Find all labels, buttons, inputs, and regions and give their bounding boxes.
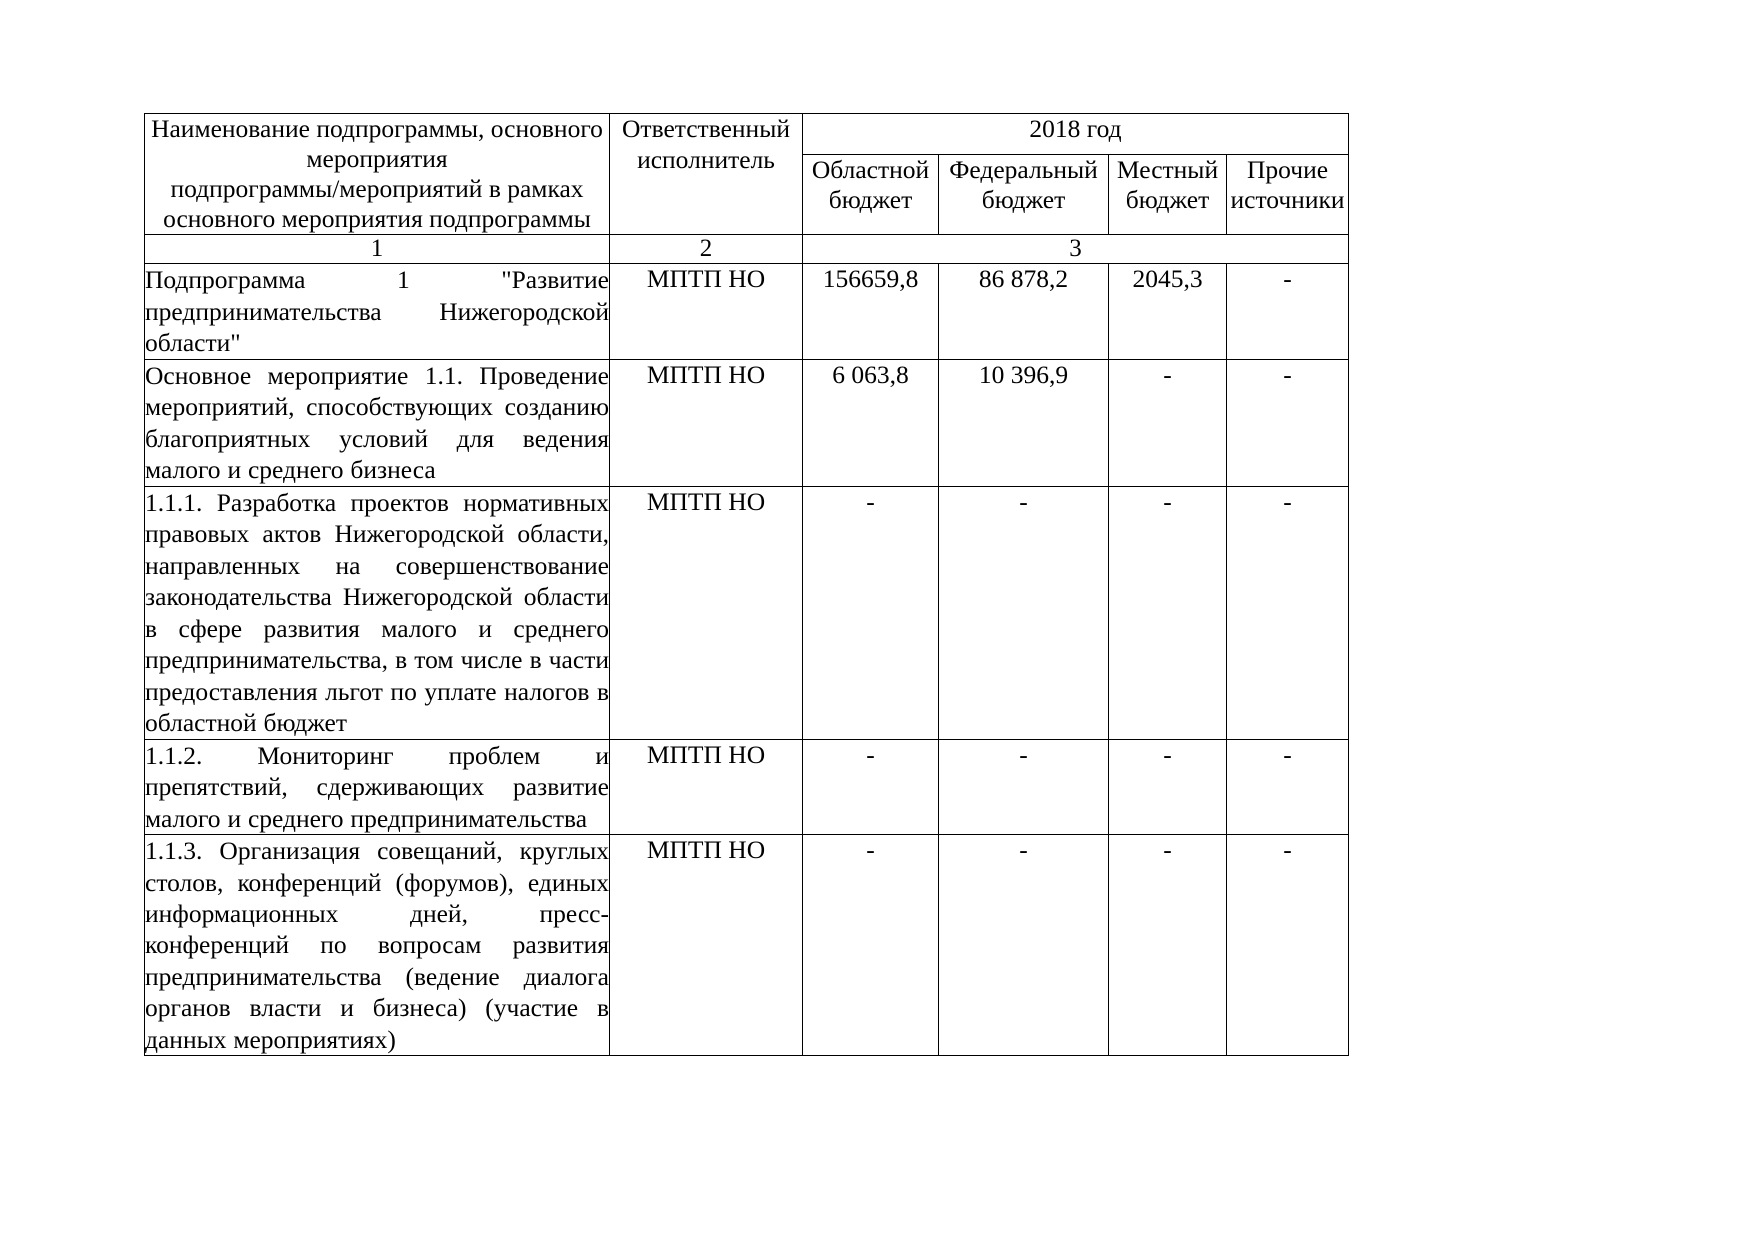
column-header-name-line-3: подпрограммы/мероприятий в рамках xyxy=(170,174,584,204)
table-row xyxy=(145,739,1349,834)
header-row-main xyxy=(145,114,1349,155)
row-regional-budget: - xyxy=(803,486,939,739)
numbering-cell-3: 3 xyxy=(803,235,1349,264)
row-other-sources: - xyxy=(1227,264,1349,359)
row-executor: МПТП НО xyxy=(610,739,803,834)
column-header-federal-budget xyxy=(939,154,1109,234)
local-budget-line-2: бюджет xyxy=(1125,185,1210,215)
row-other-sources: - xyxy=(1227,835,1349,1056)
row-federal-budget: 86 878,2 xyxy=(939,264,1109,359)
column-header-executor-line-2: исполнитель xyxy=(637,144,775,174)
regional-budget-line-1: Областной xyxy=(811,154,930,184)
row-executor: МПТП НО xyxy=(610,835,803,1056)
budget-table-container xyxy=(144,113,1348,1056)
federal-budget-line-2: бюджет xyxy=(981,185,1066,215)
table-header xyxy=(145,114,1349,235)
column-header-name-line-2: мероприятия xyxy=(306,144,448,174)
column-header-name xyxy=(145,114,610,235)
budget-table xyxy=(144,113,1349,1056)
column-header-executor xyxy=(610,114,803,235)
column-header-other-sources xyxy=(1227,154,1349,234)
other-sources-line-1: Прочие xyxy=(1246,154,1329,184)
row-name: Подпрограмма 1 "Развитие предпринимательства Нижегородской области" xyxy=(145,265,609,358)
table-row xyxy=(145,486,1349,739)
row-regional-budget: 6 063,8 xyxy=(803,359,939,486)
table-body xyxy=(145,235,1349,1056)
numbering-cell-1: 1 xyxy=(145,235,610,264)
table-row xyxy=(145,359,1349,486)
row-federal-budget: - xyxy=(939,739,1109,834)
row-local-budget: 2045,3 xyxy=(1109,264,1227,359)
local-budget-line-1: Местный xyxy=(1116,154,1219,184)
column-header-local-budget xyxy=(1109,154,1227,234)
numbering-cell-2: 2 xyxy=(610,235,803,264)
column-numbering-row xyxy=(145,235,1349,264)
row-executor: МПТП НО xyxy=(610,359,803,486)
row-local-budget: - xyxy=(1109,835,1227,1056)
row-regional-budget: 156659,8 xyxy=(803,264,939,359)
row-federal-budget: - xyxy=(939,835,1109,1056)
row-regional-budget: - xyxy=(803,739,939,834)
row-other-sources: - xyxy=(1227,486,1349,739)
row-executor: МПТП НО xyxy=(610,264,803,359)
row-local-budget: - xyxy=(1109,739,1227,834)
table-row xyxy=(145,835,1349,1056)
row-other-sources: - xyxy=(1227,739,1349,834)
column-header-executor-line-1: Ответственный xyxy=(622,114,790,143)
row-local-budget: - xyxy=(1109,486,1227,739)
row-other-sources: - xyxy=(1227,359,1349,486)
row-federal-budget: - xyxy=(939,486,1109,739)
row-federal-budget: 10 396,9 xyxy=(939,359,1109,486)
row-name: 1.1.3. Организация совещаний, круглых столов, конференций (форумов), единых информационных дней, пресс-конференций по вопросам развития предпринимательства (ведение диалога органов власти и бизнеса) (участие в данных мероприятиях) xyxy=(145,836,609,1054)
row-executor: МПТП НО xyxy=(610,486,803,739)
column-header-year: 2018 год xyxy=(803,114,1349,155)
column-header-name-line-1: Наименование подпрограммы, основного xyxy=(151,114,603,143)
row-name: 1.1.2. Мониторинг проблем и препятствий, сдерживающих развитие малого и среднего предпринимательства xyxy=(145,740,609,833)
federal-budget-line-1: Федеральный xyxy=(949,154,1098,184)
column-header-regional-budget xyxy=(803,154,939,234)
other-sources-line-2: источники xyxy=(1230,185,1345,215)
row-local-budget: - xyxy=(1109,359,1227,486)
regional-budget-line-2: бюджет xyxy=(828,185,913,215)
column-header-name-line-4: основного мероприятия подпрограммы xyxy=(163,204,591,234)
row-name: Основное мероприятие 1.1. Проведение мероприятий, способствующих созданию благоприятных условий для ведения малого и среднего бизнеса xyxy=(145,360,609,485)
table-row xyxy=(145,264,1349,359)
row-regional-budget: - xyxy=(803,835,939,1056)
row-name: 1.1.1. Разработка проектов нормативных правовых актов Нижегородской области, направленных на совершенствование законодательства Нижегородской области в сфере развития малого и среднего предпринимательства, в том числе в части предоставления льгот по уплате налогов в областной бюджет xyxy=(145,487,609,738)
